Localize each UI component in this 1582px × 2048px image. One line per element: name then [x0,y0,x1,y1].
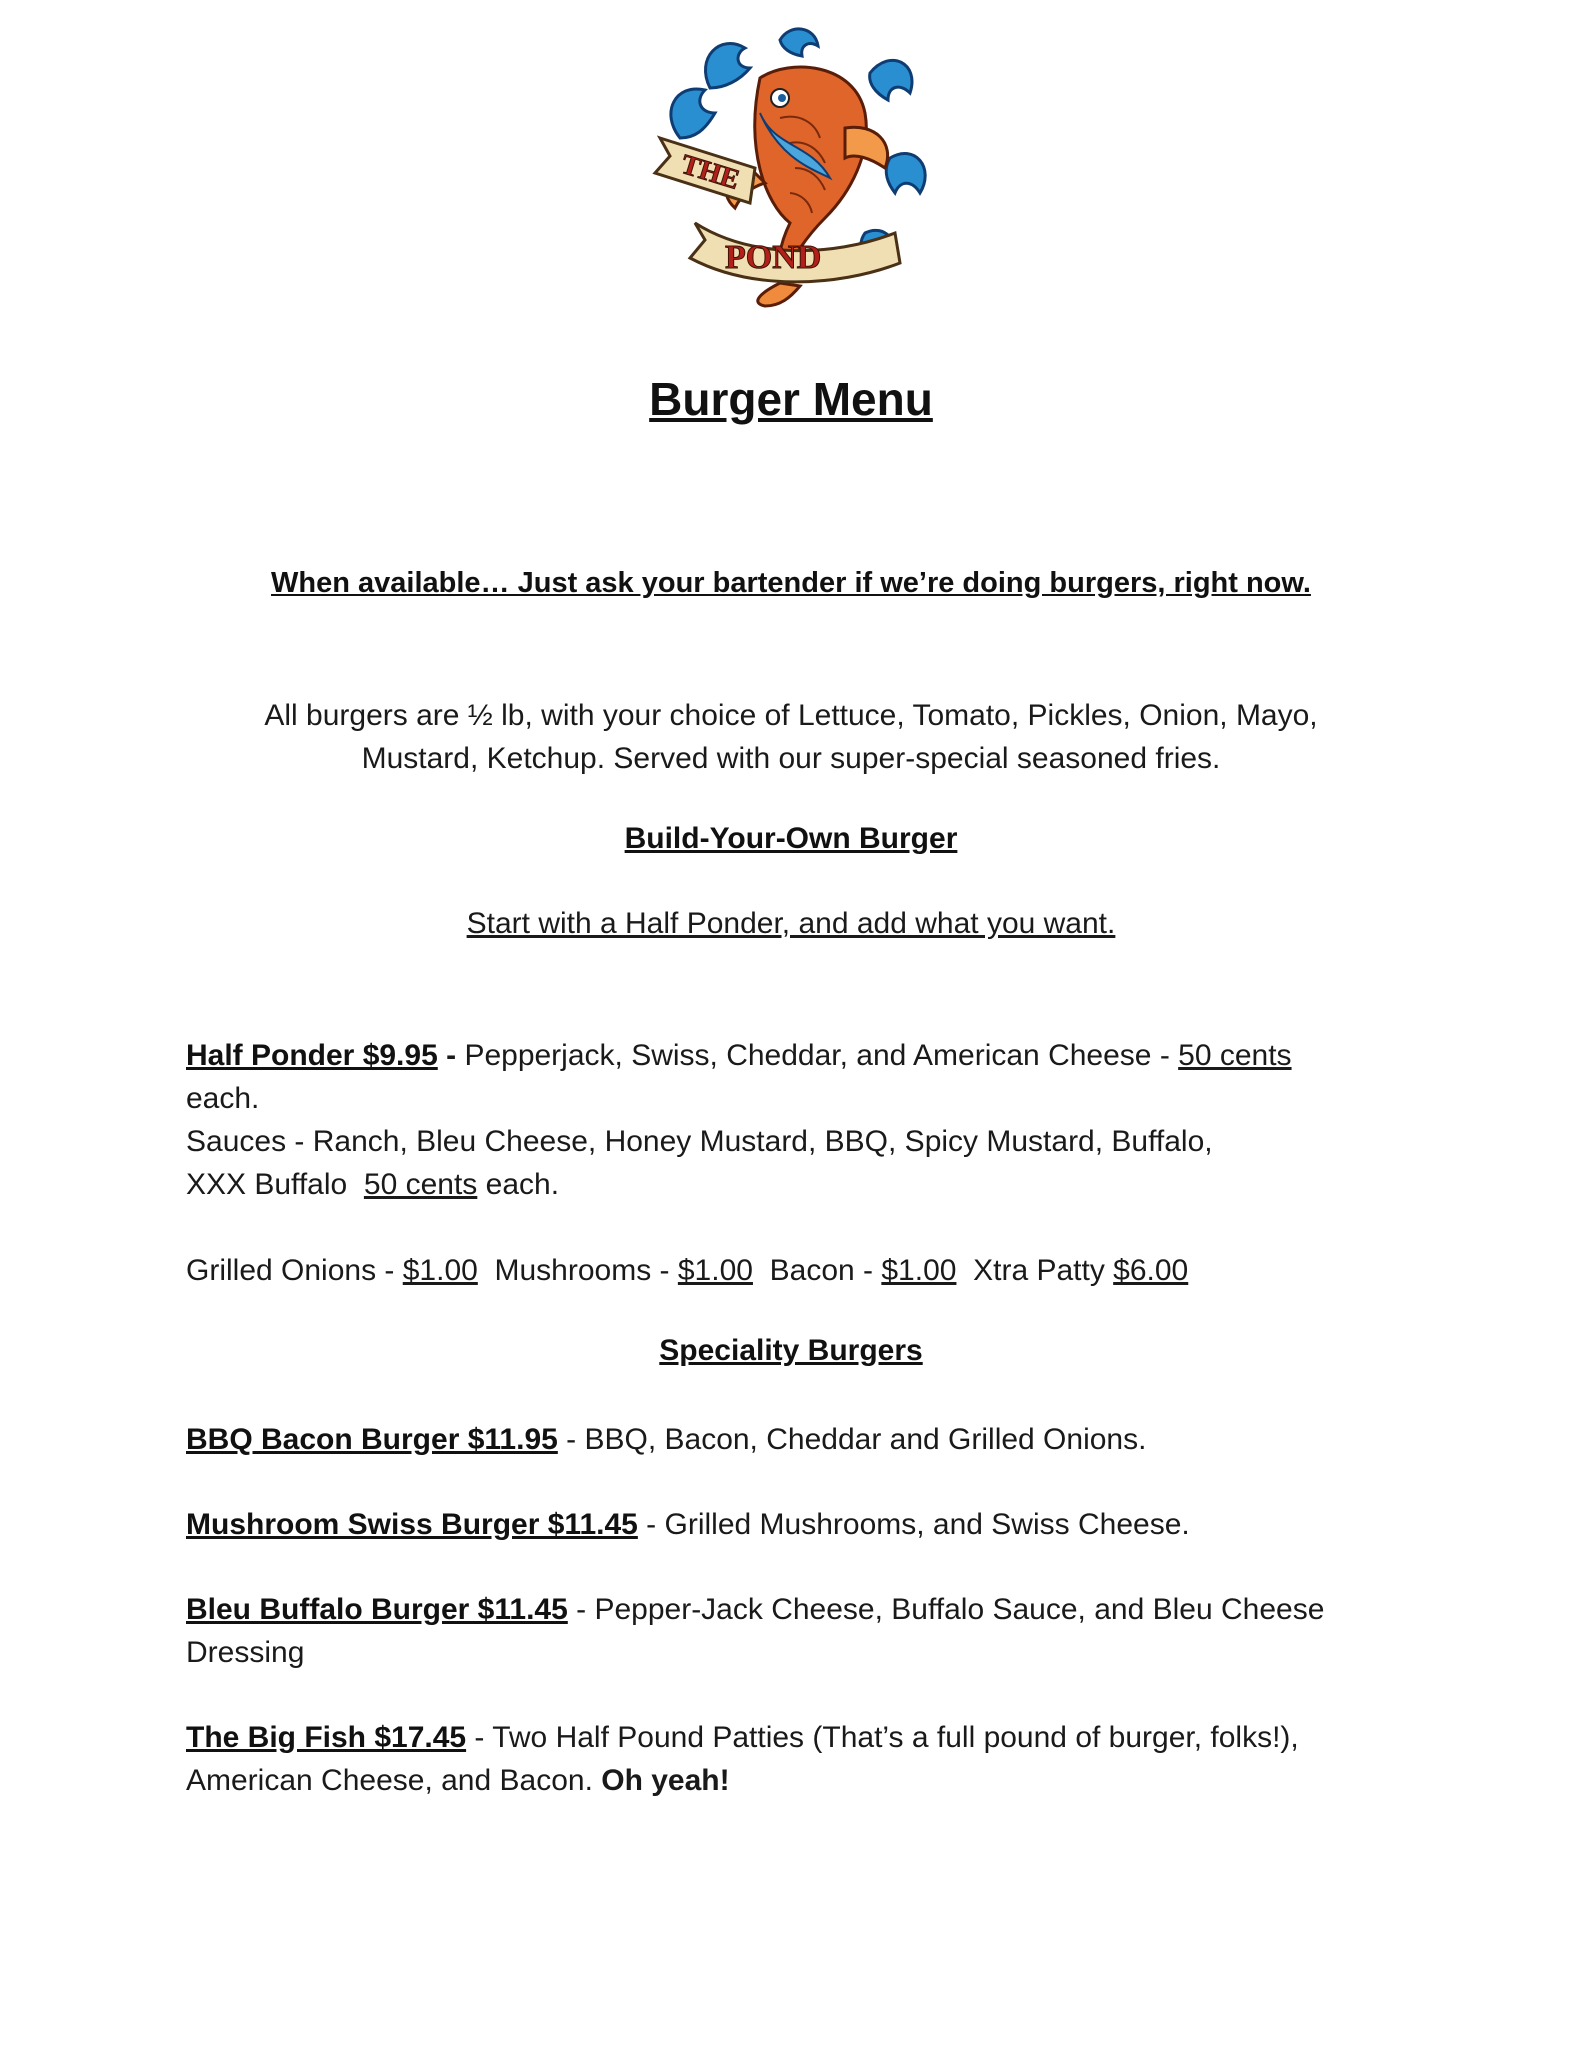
addon-label: Mushrooms - [477,1254,678,1287]
speciality-item-name: Bleu Buffalo Burger $11.45 [186,1593,568,1626]
logo-banner-top: THE [677,148,743,196]
speciality-item-name: BBQ Bacon Burger $11.95 [186,1423,558,1456]
addon-label: Bacon - [752,1254,882,1287]
intro-line-2: Mustard, Ketchup. Served with our super-special seasoned fries. [361,742,1221,775]
speciality-item-name: The Big Fish $17.45 [186,1721,467,1754]
addons-line [186,1206,1416,1292]
page-title: Burger Menu [649,373,933,425]
half-ponder-line [186,1034,1416,1077]
speciality-item-desc: - Two Half Pound Patties (That’s a full pound of burger, folks!), American Cheese, and Bacon. [186,1721,1299,1797]
addon-label: Xtra Patty [956,1254,1114,1287]
speciality-item [186,1418,1416,1461]
availability-notice: When available… Just ask your bartender if we’re doing burgers, right now. [271,567,1311,599]
addon-price: $1.00 [881,1254,957,1287]
speciality-item-desc: - Pepper-Jack Cheese, Buffalo Sauce, and Bleu Cheese Dressing [186,1593,1325,1669]
cheese-price: 50 cents [1178,1039,1292,1072]
speciality-item-extra: Oh yeah! [601,1764,730,1797]
speciality-item [186,1503,1416,1546]
intro-paragraph [0,694,1582,780]
addon-price: $6.00 [1113,1254,1189,1287]
sauces-line-2-prefix: XXX Buffalo [186,1168,364,1201]
logo-banner-bottom: POND [725,239,822,276]
cheese-each: each. [186,1082,260,1115]
sauces-price: 50 cents [363,1168,478,1201]
sauces-line-1: Sauces - Ranch, Bleu Cheese, Honey Mustard, BBQ, Spicy Mustard, Buffalo, [186,1125,1213,1158]
speciality-item [186,1588,1386,1674]
speciality-heading: Speciality Burgers [659,1334,923,1367]
half-ponder-label: Half Ponder $9.95 [186,1039,438,1072]
addon-price: $1.00 [402,1254,478,1287]
sauces-each: each. [477,1168,560,1201]
speciality-item-desc: - BBQ, Bacon, Cheddar and Grilled Onions. [557,1423,1147,1456]
build-your-own-details [186,1034,1416,1292]
addon-price: $1.00 [677,1254,753,1287]
build-your-own-heading: Build-Your-Own Burger [624,822,958,855]
addon-label: Grilled Onions - [186,1254,403,1287]
speciality-item-desc: - Grilled Mushrooms, and Swiss Cheese. [637,1508,1190,1541]
speciality-item [186,1716,1386,1802]
the-pond-koi-logo [640,18,940,308]
half-ponder-dash: - [437,1039,465,1072]
sauces-line-2 [186,1163,1416,1206]
intro-line-1: All burgers are ½ lb, with your choice of Lettuce, Tomato, Pickles, Onion, Mayo, [264,699,1318,732]
speciality-item-name: Mushroom Swiss Burger $11.45 [186,1508,638,1541]
build-your-own-subheading: Start with a Half Ponder, and add what you want. [466,907,1116,940]
cheese-options: Pepperjack, Swiss, Cheddar, and American Cheese - [464,1039,1179,1072]
